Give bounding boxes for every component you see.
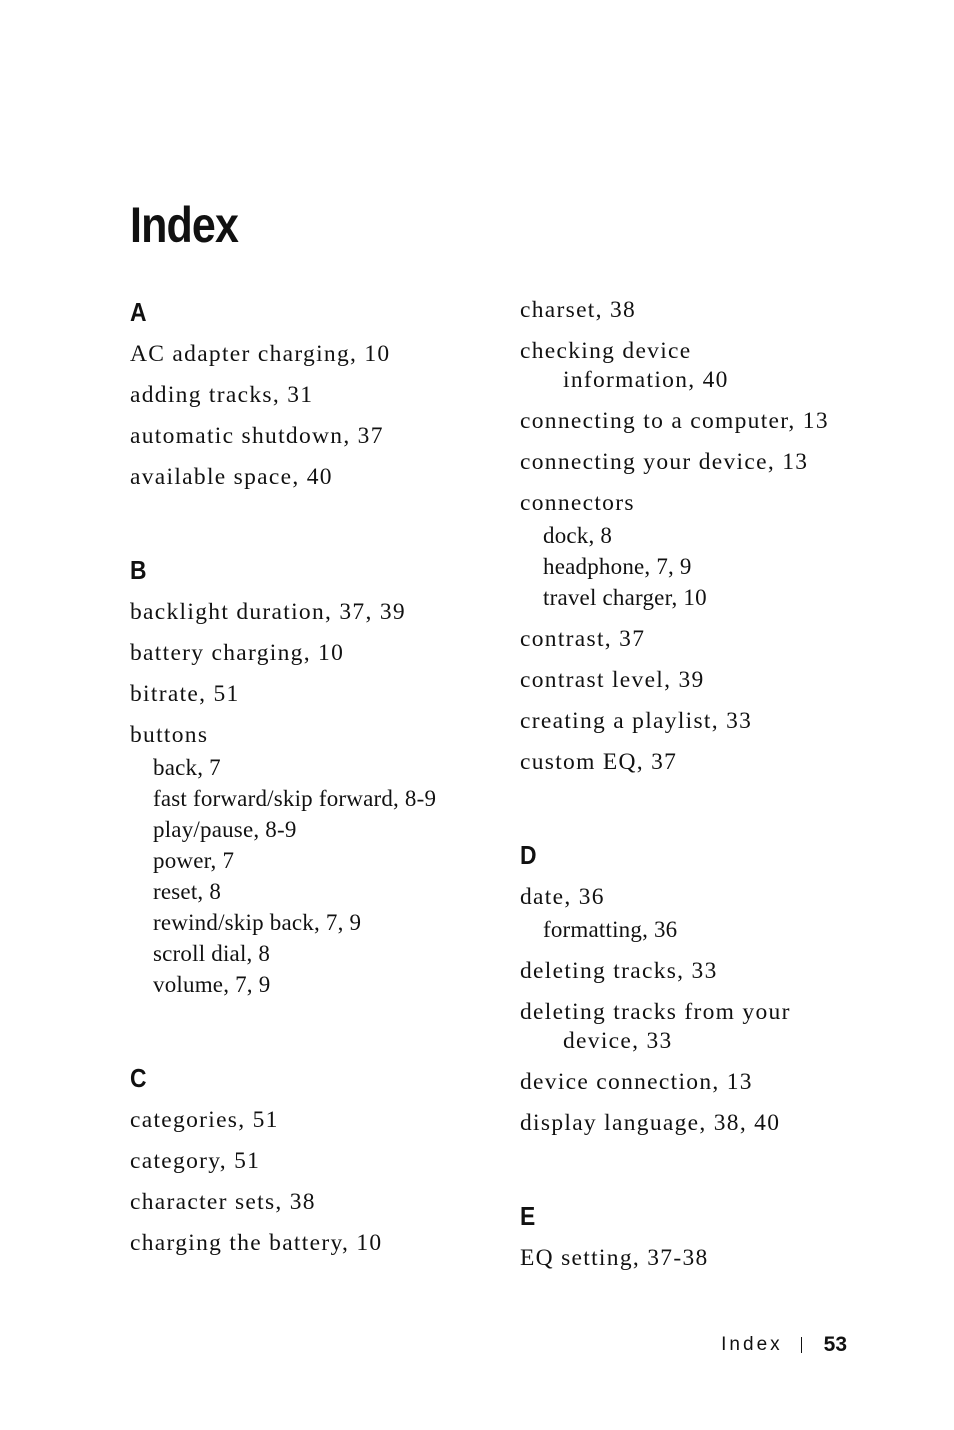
section-spacer — [130, 1012, 490, 1062]
entry-term: category, 51 — [130, 1148, 261, 1174]
entry-term: checking device — [520, 338, 692, 364]
entry-term: categories, 51 — [130, 1107, 279, 1133]
entry-term: contrast, 37 — [520, 626, 646, 652]
index-entry — [130, 1147, 490, 1176]
index-entry — [130, 463, 490, 492]
entry-term: AC adapter charging, 10 — [130, 341, 391, 367]
entry-term: device connection, 13 — [520, 1069, 753, 1095]
subentry-list — [130, 752, 490, 1000]
subentry: scroll dial, 8 — [153, 941, 271, 966]
subentry: travel charger, 10 — [543, 585, 707, 610]
section-letter: A — [130, 297, 147, 327]
subentry: reset, 8 — [153, 879, 222, 904]
section-spacer — [130, 504, 490, 554]
entry-term: character sets, 38 — [130, 1189, 316, 1215]
section-letter: E — [520, 1201, 536, 1231]
entry-term: display language, 38, 40 — [520, 1110, 781, 1136]
section-letter: C — [130, 1063, 147, 1093]
footer-label: Index — [721, 1334, 783, 1355]
index-entry — [520, 625, 880, 654]
entry-term: buttons — [130, 722, 209, 748]
entry-term: adding tracks, 31 — [130, 382, 314, 408]
section-letter: B — [130, 555, 147, 585]
entry-continuation: device, 33 — [563, 1028, 673, 1054]
index-entry — [520, 1244, 880, 1273]
index-entry — [130, 340, 490, 369]
index-entry — [130, 422, 490, 451]
entry-term: charging the battery, 10 — [130, 1230, 383, 1256]
entry-term: available space, 40 — [130, 464, 333, 490]
index-entry — [520, 748, 880, 777]
subentry: power, 7 — [153, 848, 235, 873]
entry-term: connecting your device, 13 — [520, 449, 809, 475]
section-spacer — [520, 1150, 880, 1200]
subentry-list — [520, 914, 880, 945]
entry-term: connectors — [520, 490, 635, 516]
page-title: Index — [130, 196, 239, 253]
entry-term: contrast level, 39 — [520, 667, 705, 693]
entry-term: connecting to a computer, 13 — [520, 408, 829, 434]
index-entry — [130, 721, 490, 1000]
subentry: fast forward/skip forward, 8-9 — [153, 786, 437, 811]
entry-term: backlight duration, 37, 39 — [130, 599, 406, 625]
subentry: dock, 8 — [543, 523, 613, 548]
index-entry — [130, 598, 490, 627]
index-entry — [520, 489, 880, 613]
entry-continuation: information, 40 — [563, 367, 729, 393]
index-entry — [130, 680, 490, 709]
subentry: play/pause, 8-9 — [153, 817, 297, 842]
index-entry — [520, 296, 880, 325]
index-entry — [520, 666, 880, 695]
entry-term: date, 36 — [520, 884, 605, 910]
index-entry — [520, 883, 880, 945]
entry-term: battery charging, 10 — [130, 640, 345, 666]
index-entry — [130, 1188, 490, 1217]
index-entry — [520, 407, 880, 436]
entry-term: deleting tracks, 33 — [520, 958, 718, 984]
entry-term: creating a playlist, 33 — [520, 708, 753, 734]
subentry: formatting, 36 — [543, 917, 678, 942]
page-number: 53 — [823, 1333, 847, 1356]
index-entry — [520, 998, 880, 1056]
subentry-list — [520, 520, 880, 613]
subentry: headphone, 7, 9 — [543, 554, 692, 579]
index-entry — [520, 448, 880, 477]
entry-term: deleting tracks from your — [520, 999, 791, 1025]
subentry: back, 7 — [153, 755, 221, 780]
index-column-right — [520, 296, 880, 1285]
index-entry — [130, 1106, 490, 1135]
index-entry — [130, 639, 490, 668]
entry-term: custom EQ, 37 — [520, 749, 678, 775]
index-entry — [520, 707, 880, 736]
entry-term: EQ setting, 37-38 — [520, 1245, 709, 1271]
section-spacer — [520, 789, 880, 839]
entry-term: bitrate, 51 — [130, 681, 240, 707]
index-entry — [130, 1229, 490, 1258]
entry-term: automatic shutdown, 37 — [130, 423, 384, 449]
index-entry — [520, 1109, 880, 1138]
entry-term: charset, 38 — [520, 297, 637, 323]
page-footer — [721, 1333, 847, 1357]
subentry: rewind/skip back, 7, 9 — [153, 910, 362, 935]
index-entry — [130, 381, 490, 410]
index-entry — [520, 957, 880, 986]
section-letter: D — [520, 840, 537, 870]
subentry: volume, 7, 9 — [153, 972, 271, 997]
index-column-left — [130, 296, 490, 1270]
index-entry — [520, 1068, 880, 1097]
footer-separator — [801, 1337, 802, 1353]
index-entry — [520, 337, 880, 395]
